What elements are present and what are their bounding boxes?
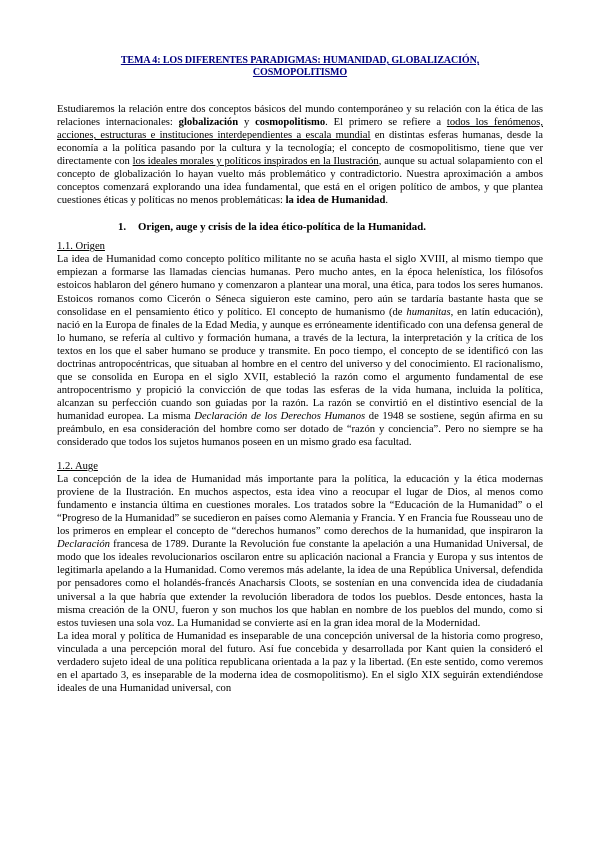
title-line-2: COSMOPOLITISMO [252,66,348,78]
underlined-definition: los ideales morales y políticos inspirados en la Ilustración [132,156,379,168]
section-title: Origen, auge y crisis de la idea ético-política de la Humanidad. [138,221,426,234]
auge-paragraph-2: La idea moral y política de Humanidad es inseparable de una concepción universal de la historia como progreso, vinculada a una percepción moral del futuro. Así fue concebida y desarrollada por Kant quien la consideró el verdadero sujeto ideal de una política republicana orientada a la paz y la libertad. (En este sentido, como veremos en el apartado 3, es inseparable de la moderna idea de cosmopolitismo). En el siglo XIX seguirán extendiéndose ideales de una Humanidad universal, con [57,630,543,694]
italic-term: humanitas [406,306,451,318]
intro-text: en distintas esferas humanas, desde la economía a la política pasando por la cultura y la tecnología; el concepto de cosmopolitismo, tiene que ver directamente con [57,130,543,168]
document-title [57,55,543,78]
section-1-heading [118,220,543,234]
body-text: La concepción de la idea de Humanidad más importante para la política, la educación y la ética modernas proviene de la Ilustración. En muchos aspectos, esta idea vino a reocupar el lugar de Dios, al menos como fundamento e instancia última en cuestiones morales. Los tratados sobre la “Educación de la Humanidad” o el “Progreso de la Humanidad” se sucedieron en países como Alemania y Francia. Y en Francia fue Rousseau uno de los primeros en emplear el concepto de “derechos humanos” como derechos de la humanidad, que inspiraron la [57,474,543,538]
body-text: de 1948 se sostiene, según afirma en su preámbulo, en esa consideración del hombre como ser dotado de “razón y conciencia”. Pero no siempre se ha considerado que todos los sujetos humanos poseen en un mismo grado esa facultad. [57,410,543,449]
intro-text: . El primero se refiere a [325,117,447,129]
subsection-auge-heading: 1.2. Auge [57,461,98,473]
body-text: francesa de 1789. Durante la Revolución fue constante la apelación a una Humanidad Universal, de modo que los ideales revolucionarios oscilaron entre su aplicación nacional a Francia y Europa y sus intentos de legitimarla apelando a la Humanidad. Como veremos más adelante, la idea de una República Universal, defendida por pensadores como el holandés-francés Anacharsis Cloots, se sostenían en una convencida idea de ciudadanía universal a la que habría que extender la revolución liberadora de todos los pueblos. Desde entonces, hasta la misma creación de la ONU, fueron y son muchos los que hablan en nombre de los pueblos del mundo, como si estos tuviesen una sola voz. La Humanidad se convierte así en la gran idea moral de la Modernidad. [57,539,543,629]
title-line-1: TEMA 4: LOS DIFERENTES PARADIGMAS: HUMANIDAD, GLOBALIZACIÓN, [120,55,480,66]
underlined-definition: todos los fenómenos, acciones, estructuras e instituciones interdependientes a escala mundial [57,117,544,142]
document-page [57,55,543,695]
subsection-origen-heading: 1.1. Origen [57,241,105,253]
intro-text: , aunque su actual solapamiento con el concepto de globalización lo hayan vuelto más problemático y contradictorio. Nuestra aproximación a ambos conceptos comenzará explorando una idea fundamental, que está en el origen político de ambos, y que plantea cuestiones éticas y políticas no menos problemáticas: [57,156,543,207]
intro-text: Estudiaremos la relación entre dos conceptos básicos del mundo contemporáneo y su relación con la ética de las relaciones internacionales: [57,104,543,129]
italic-title: Declaración de los Derechos Humanos [194,410,366,422]
term-humanidad: la idea de Humanidad [285,195,386,207]
intro-text: y [238,117,256,129]
auge-paragraph-1 [57,473,543,630]
body-text: , en latín educación), nació en la Europa de finales de la Edad Media, y aunque es erróneamente identificado con una defensa general de lo humano, se refería al cultivo y formación humana, a través de la lectura, la interpretación y la crítica de los textos en los que el saber humano se produce y transmite. En poco tiempo, el concepto de se identificó con las doctrinas antropocéntricas, que situaban al hombre en el centro del universo y del conocimiento. El racionalismo, que se consolida en Europa en el siglo XVII, estableció la razón como el argumento fundamental de ese antropocentrismo y propició la convicción de que todas las esferas de la vida humana, incluida la política, alcanzan su perfección cuando son guiadas por la razón. La razón se convirtió en el distintivo esencial de la humanidad europea. La misma [57,306,543,422]
body-text: La idea de Humanidad como concepto político militante no se acuña hasta el siglo XVIII, al mismo tiempo que empiezan a formarse las llamadas ciencias humanas. Pero mucho antes, en la época helenística, los filósofos estoicos hablaron del género humano y comenzaron a plantear una moral, una ética, para todos los seres humanos. Estoicos romanos como Cicerón o Séneca siguieron este camino, pero aún se tardaría bastante hasta que se consolidase en el pensamiento ético y político. El concepto de humanismo (de [57,254,543,318]
section-number: 1. [118,221,127,234]
term-cosmopolitismo: cosmopolitismo [255,117,326,129]
term-globalizacion: globalización [178,117,239,129]
intro-paragraph [57,103,543,207]
italic-title: Declaración [57,539,110,551]
origen-paragraph [57,253,543,449]
intro-text: . [385,195,389,207]
